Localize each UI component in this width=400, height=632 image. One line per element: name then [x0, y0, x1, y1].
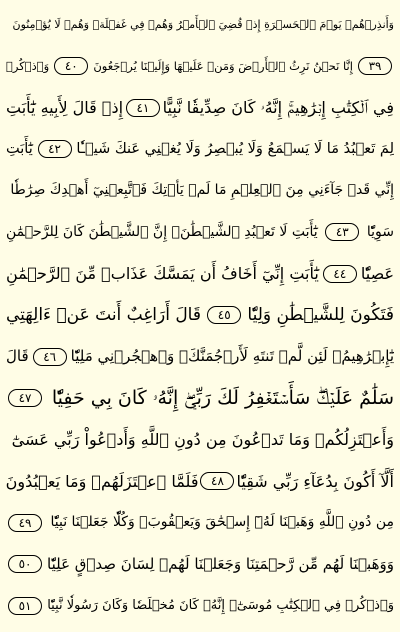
- verse-number-marker: ٤٢: [38, 140, 72, 158]
- verse-line: [6, 419, 394, 461]
- verse-text: سَلَٰمٌ عَلَيۡكَۖ سَأَسۡتَغۡفِرُ لَكَ رَبِّيٓۖ إِنَّهُۥ كَانَ بِي حَفِيّٗا: [51, 386, 394, 409]
- verse-number-marker: ٤٦: [33, 348, 67, 366]
- verse-text: يَٰٓأَبَتِ إِنِّيٓ أَخَافُ أَن يَمَسَّكَ عَذَابٞ مِّنَ ٱلرَّحۡمَٰنِ: [6, 264, 319, 283]
- verse-text: أَلَّآ أَكُونَ بِدُعَآءِ رَبِّي شَقِيّٗا: [236, 471, 394, 491]
- verse-text: عَصِيّٗا: [360, 264, 394, 283]
- verse-line: [6, 544, 394, 586]
- verse-text: فَلَمَّا ٱعۡتَزَلَهُمۡ وَمَا يَعۡبُدُونَ: [6, 471, 199, 491]
- verse-line: [6, 212, 394, 254]
- verse-text: وَوَهَبۡنَا لَهُم مِّن رَّحۡمَتِنَا وَجَعَلۡنَا لَهُمۡ لِسَانَ صِدۡقٍ عَلِيّٗا: [47, 554, 394, 573]
- verse-number-marker: ٤٣: [325, 223, 359, 241]
- verse-line: [6, 336, 394, 378]
- verse-number-marker: ٤٠: [54, 57, 88, 75]
- verse-line: [6, 378, 394, 420]
- verse-number-marker: ٤٩: [8, 514, 42, 532]
- verse-text: إِذۡ قَالَ لِأَبِيهِ يَٰٓأَبَتِ: [6, 98, 124, 117]
- verse-text: وَٱذۡكُرۡ: [6, 58, 50, 73]
- verse-number-marker: ٤٧: [8, 389, 42, 407]
- verse-number-marker: ٤١: [126, 99, 160, 117]
- verse-line: [6, 585, 394, 627]
- verse-line: [6, 170, 394, 212]
- verse-text: وَٱذۡكُرۡ فِي ٱلۡكِتَٰبِ مُوسَىٰٓۚ إِنَّهُۥ كَانَ مُخۡلَصٗا وَكَانَ رَسُولٗا نَّبِيّٗا: [47, 598, 394, 613]
- verse-line: [6, 87, 394, 129]
- verse-text: إِنِّي قَدۡ جَآءَنِي مِنَ ٱلۡعِلۡمِ مَا لَمۡ يَأۡتِكَ فَٱتَّبِعۡنِيٓ أَهۡدِكَ صِرَٰطٗا: [10, 182, 394, 198]
- verse-text: فِي ٱلۡكِتَٰبِ إِبۡرَٰهِيمَۚ إِنَّهُۥ كَانَ صِدِّيقٗا نَّبِيًّا: [162, 98, 394, 117]
- verse-text: فَتَكُونَ لِلشَّيۡطَٰنِ وَلِيّٗا: [247, 304, 394, 325]
- verse-number-marker: ٤٨: [200, 472, 234, 490]
- verse-line: [6, 502, 394, 544]
- verse-number-marker: ٣٩: [358, 57, 392, 75]
- verse-text: سَوِيّٗا: [366, 223, 394, 240]
- verse-line: [6, 129, 394, 171]
- verse-line: [6, 46, 394, 88]
- verse-number-marker: ٥١: [8, 597, 42, 615]
- verse-text: إِنَّا نَحۡنُ نَرِثُ ٱلۡأَرۡضَ وَمَنۡ عَلَيۡهَا وَإِلَيۡنَا يُرۡجَعُونَ: [93, 58, 353, 73]
- verse-text: وَأَنذِرۡهُمۡ يَوۡمَ ٱلۡحَسۡرَةِ إِذۡ قُضِيَ ٱلۡأَمۡرُ وَهُمۡ فِي غَفۡلَةٖ وَهُمۡ لَا يُؤۡمِنُونَ: [12, 18, 394, 31]
- verse-line: [6, 461, 394, 503]
- verse-number-marker: ٤٤: [323, 265, 357, 283]
- verse-text: يَٰٓأَبَتِ: [6, 140, 33, 157]
- verse-text: لِمَ تَعۡبُدُ مَا لَا يَسۡمَعُ وَلَا يُبۡصِرُ وَلَا يُغۡنِي عَنكَ شَيۡـٔٗا: [76, 140, 394, 157]
- verse-text: وَأَعۡتَزِلُكُمۡ وَمَا تَدۡعُونَ مِن دُونِ ٱللَّهِ وَأَدۡعُواْ رَبِّي عَسَىٰٓ: [11, 430, 394, 449]
- verse-text: يَٰٓأَبَتِ لَا تَعۡبُدِ ٱلشَّيۡطَٰنَۖ إِنَّ ٱلشَّيۡطَٰنَ كَانَ لِلرَّحۡمَٰنِ: [6, 223, 318, 240]
- verse-number-marker: ٥٠: [8, 555, 42, 573]
- verse-text: مِن دُونِ ٱللَّهِ وَهَبۡنَا لَهُۥٓ إِسۡحَٰقَ وَيَعۡقُوبَۖ وَكُلّٗا جَعَلۡنَا نَبِيّٗا: [50, 514, 394, 530]
- verse-number-marker: ٤٥: [207, 306, 241, 324]
- verse-line: [6, 4, 394, 46]
- verse-line: [6, 295, 394, 337]
- verse-text: قَالَ: [6, 347, 29, 365]
- verse-line: [6, 253, 394, 295]
- verse-text: يَٰٓإِبۡرَٰهِيمُۖ لَئِن لَّمۡ تَنتَهِ لَأَرۡجُمَنَّكَۖ وَٱهۡجُرۡنِي مَلِيّٗا: [70, 347, 394, 365]
- verse-text: قَالَ أَرَاغِبٌ أَنتَ عَنۡ ءَالِهَتِي: [6, 304, 201, 325]
